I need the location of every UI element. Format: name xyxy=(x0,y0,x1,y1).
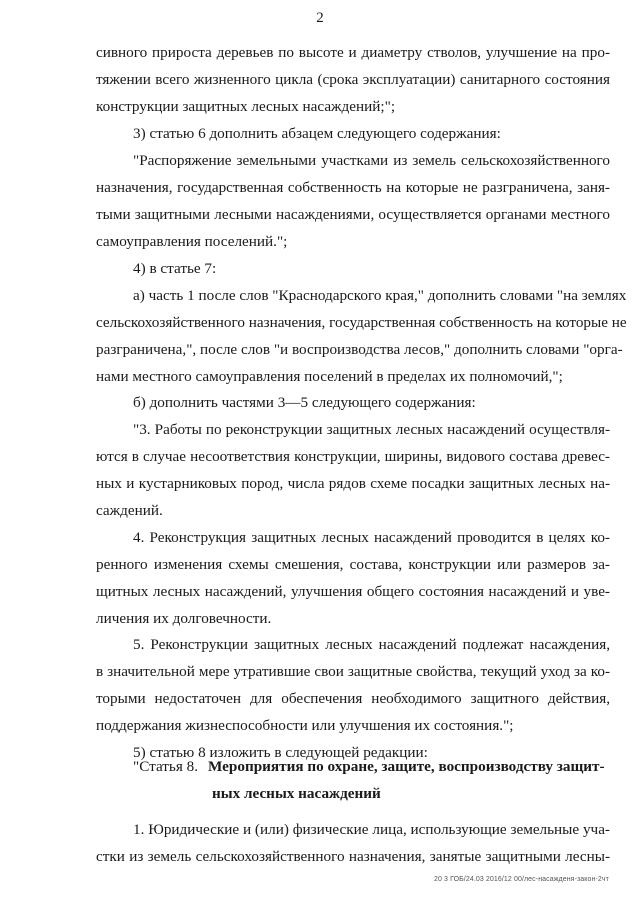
text-line: личения их долговечности. xyxy=(96,610,272,627)
text-line: ренного изменения схемы смешения, состава, конструкции или размеров за- xyxy=(96,556,610,573)
article-heading xyxy=(133,753,611,780)
text-line: ются в случае несоответствия конструкции, ширины, видового состава древес- xyxy=(96,448,610,465)
text-line: торыми недостаточен для обеспечения необходимого защитного действия, xyxy=(96,690,610,707)
text-line: ных и кустарниковых пород, числа рядов схеме посадки защитных лесных на- xyxy=(96,475,610,492)
footer-file-path: 20 3 ГОБ/24.03 2016/12 00/лес-насажденя-закон-2чт xyxy=(434,876,609,883)
paragraph xyxy=(96,120,610,147)
text-line: щитных лесных насаждений, улучшения общего состояния насаждений и уве- xyxy=(96,583,610,600)
text-line: 5) статью 8 изложить в следующей редакции: xyxy=(133,744,428,761)
text-line: стки из земель сельскохозяйственного назначения, занятые защитными лесны- xyxy=(96,848,610,865)
text-line: назначения, государственная собственность на которые не разграничена, заня- xyxy=(96,179,610,196)
text-line: а) часть 1 после слов "Краснодарского края," дополнить словами "на землях xyxy=(133,287,627,304)
paragraph xyxy=(96,282,627,390)
article-title-line2: ных лесных насаждений xyxy=(212,785,381,802)
text-line: "3. Работы по реконструкции защитных лесных насаждений осуществля- xyxy=(133,421,610,438)
text-line: 4) в статье 7: xyxy=(133,260,217,277)
paragraph xyxy=(96,389,610,416)
text-line: нами местного самоуправления поселений в пределах их полномочий,"; xyxy=(96,368,563,385)
text-line: сельскохозяйственного назначения, государственная собственность на которые не xyxy=(96,314,627,331)
text-line: 3) статью 6 дополнить абзацем следующего содержания: xyxy=(133,125,501,142)
text-line: самоуправления поселений."; xyxy=(96,233,288,250)
paragraph xyxy=(96,631,610,739)
paragraph xyxy=(96,416,610,524)
text-line: тыми защитными лесными насаждениями, осуществляется органами местного xyxy=(96,206,610,223)
text-line: б) дополнить частями 3—5 следующего содержания: xyxy=(133,394,476,411)
text-line: 4. Реконструкция защитных лесных насаждений проводится в целях ко- xyxy=(133,529,610,546)
paragraph xyxy=(96,524,610,632)
page-number: 2 xyxy=(316,10,324,26)
text-line: сивного прироста деревьев по высоте и диаметру стволов, улучшение на про- xyxy=(96,44,610,61)
article-label: "Статья 8. xyxy=(133,758,199,775)
text-line: саждений. xyxy=(96,502,163,519)
text-line: в значительной мере утратившие свои защитные свойства, текущий уход за ко- xyxy=(96,663,610,680)
article-title-line1: Мероприятия по охране, защите, воспроизводству защит- xyxy=(208,758,605,775)
text-line: тяжении всего жизненного цикла (срока эксплуатации) санитарного состояния xyxy=(96,71,610,88)
text-line: 1. Юридические и (или) физические лица, использующие земельные уча- xyxy=(133,821,610,838)
final-paragraph xyxy=(96,816,610,870)
text-line: поддержания жизнеспособности или улучшения их состояния."; xyxy=(96,717,514,734)
text-line: "Распоряжение земельными участками из земель сельскохозяйственного xyxy=(133,152,610,169)
text-line: конструкции защитных лесных насаждений;"; xyxy=(96,98,396,115)
paragraph xyxy=(96,255,610,282)
text-line: разграничена,", после слов "и воспроизводства лесов," дополнить словами "орга- xyxy=(96,341,623,358)
paragraph xyxy=(96,147,610,255)
text-line: 5. Реконструкции защитных лесных насаждений подлежат насаждения, xyxy=(133,636,610,653)
paragraph xyxy=(96,39,610,120)
